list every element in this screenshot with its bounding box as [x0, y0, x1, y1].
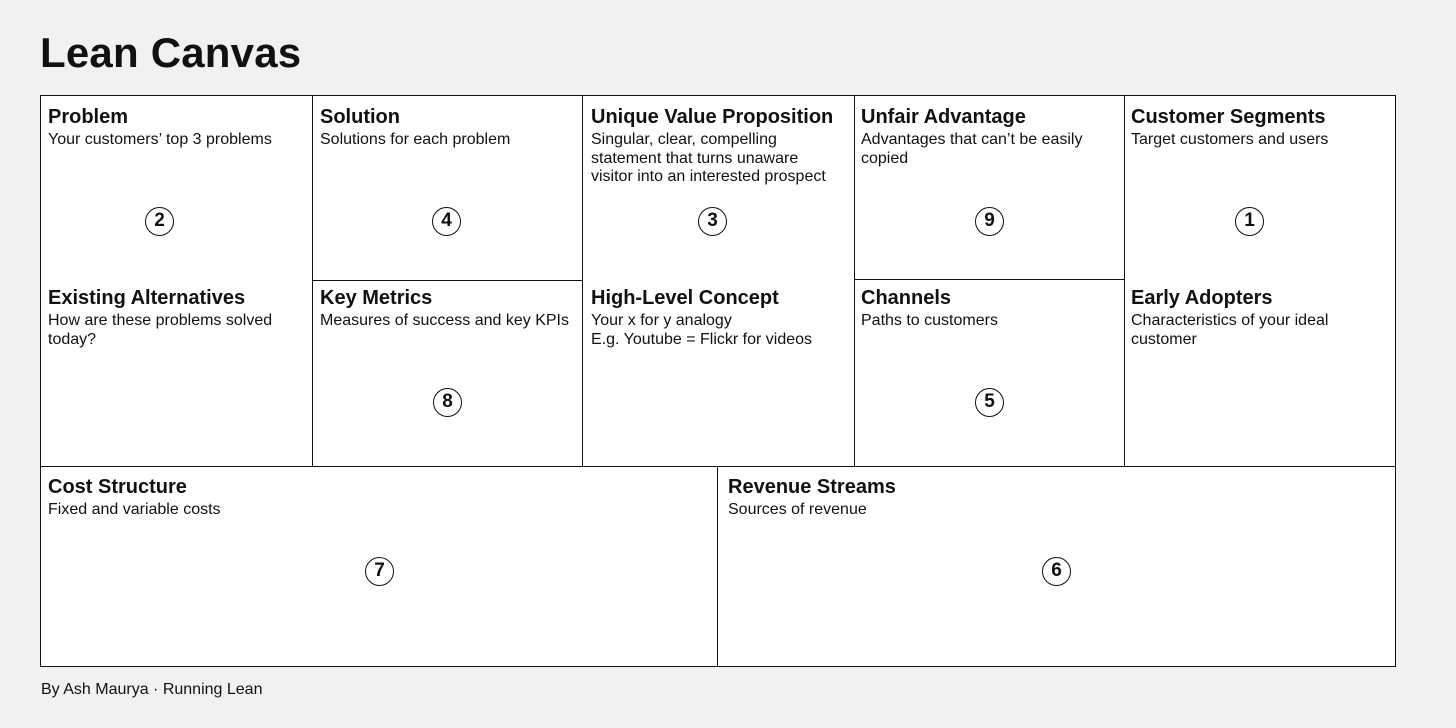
divider-advantage-channels — [854, 279, 1125, 280]
existing-alternatives-title: Existing Alternatives — [48, 287, 246, 309]
divider-solution-metrics — [312, 280, 583, 281]
divider-cost-revenue — [717, 466, 718, 666]
step-badge-problem: 2 — [145, 207, 174, 236]
cost-structure-title: Cost Structure — [48, 476, 187, 498]
existing-alternatives-description: How are these problems solved today? — [48, 312, 273, 348]
cost-structure-description: Fixed and variable costs — [48, 501, 221, 518]
problem-description: Your customers’ top 3 problems — [48, 131, 272, 148]
uvp-title: Unique Value Proposition — [591, 106, 834, 128]
problem-block[interactable] — [48, 105, 310, 150]
customer-segments-block[interactable] — [1131, 105, 1393, 150]
divider-col-4 — [1124, 96, 1125, 467]
unfair-advantage-title: Unfair Advantage — [861, 106, 1026, 128]
step-badge-customer-segments: 1 — [1235, 207, 1264, 236]
divider-col-2 — [582, 96, 583, 467]
step-badge-revenue-streams: 6 — [1042, 557, 1071, 586]
solution-description: Solutions for each problem — [320, 131, 511, 148]
lean-canvas — [40, 95, 1396, 667]
credit-line: By Ash Maurya · Running Lean — [41, 681, 263, 698]
channels-block[interactable] — [861, 286, 1122, 331]
step-badge-uvp: 3 — [698, 207, 727, 236]
uvp-description: Singular, clear, compelling statement that turns unaware visitor into an interested prospect — [591, 131, 826, 185]
revenue-streams-block[interactable] — [728, 475, 1388, 520]
solution-block[interactable] — [320, 105, 580, 150]
uvp-block[interactable] — [591, 105, 852, 187]
step-badge-key-metrics: 8 — [433, 388, 462, 417]
early-adopters-block[interactable] — [1131, 286, 1393, 349]
key-metrics-block[interactable] — [320, 286, 580, 331]
high-level-concept-block[interactable] — [591, 286, 852, 349]
divider-col-1 — [312, 96, 313, 467]
high-level-concept-title: High-Level Concept — [591, 287, 779, 309]
page-title: Lean Canvas — [40, 29, 302, 76]
unfair-advantage-block[interactable] — [861, 105, 1122, 168]
step-badge-cost-structure: 7 — [365, 557, 394, 586]
step-badge-unfair-advantage: 9 — [975, 207, 1004, 236]
early-adopters-title: Early Adopters — [1131, 287, 1273, 309]
divider-bottom-row — [41, 466, 1395, 467]
solution-title: Solution — [320, 106, 400, 128]
revenue-streams-title: Revenue Streams — [728, 476, 896, 498]
divider-col-3 — [854, 96, 855, 467]
customer-segments-description: Target customers and users — [1131, 131, 1329, 148]
high-level-concept-description: Your x for y analogy E.g. Youtube = Flickr for videos — [591, 312, 813, 348]
early-adopters-description: Characteristics of your ideal customer — [1131, 312, 1329, 348]
customer-segments-title: Customer Segments — [1131, 106, 1326, 128]
channels-title: Channels — [861, 287, 952, 309]
key-metrics-description: Measures of success and key KPIs — [320, 312, 569, 329]
revenue-streams-description: Sources of revenue — [728, 501, 867, 518]
key-metrics-title: Key Metrics — [320, 287, 433, 309]
channels-description: Paths to customers — [861, 312, 998, 329]
unfair-advantage-description: Advantages that can’t be easily copied — [861, 131, 1083, 167]
step-badge-solution: 4 — [432, 207, 461, 236]
step-badge-channels: 5 — [975, 388, 1004, 417]
cost-structure-block[interactable] — [48, 475, 708, 520]
problem-title: Problem — [48, 106, 129, 128]
existing-alternatives-block[interactable] — [48, 286, 310, 349]
